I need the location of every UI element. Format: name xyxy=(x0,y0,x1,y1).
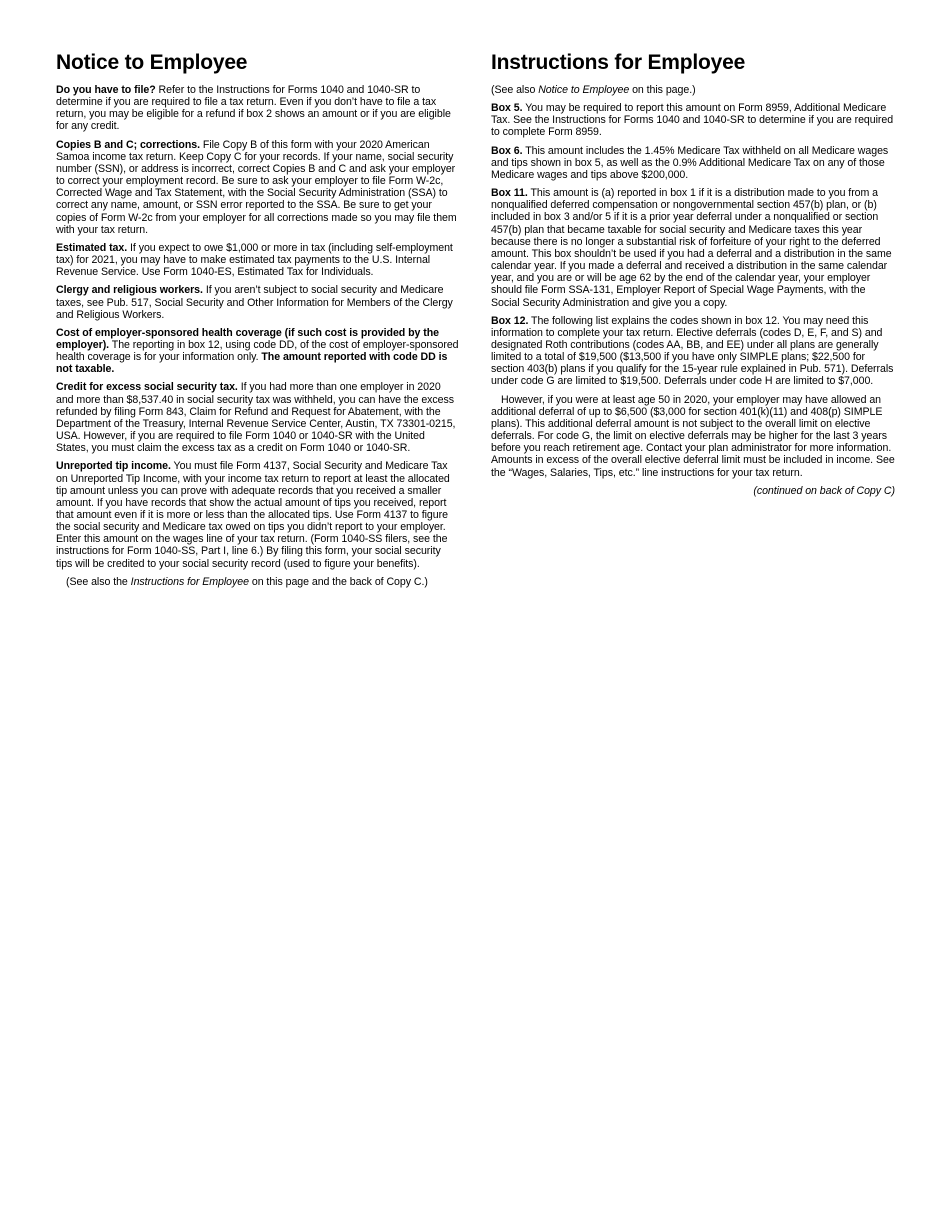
notice-to-employee-column xyxy=(56,50,459,594)
section-box-11 xyxy=(491,187,895,309)
section-text: File Copy B of this form with your 2020 American Samoa income tax return. Keep Copy C for your records. If your name, social security number (SSN), or address is incorrect, correct Copies B and C and ask your employer to correct your employment record. Be sure to ask your employer to file Form W-2c, Corrected Wage and Tax Statement, with the Social Security Administration (SSA) to correct any name, amount, or SSN error reported to the SSA. Be sure to get your copies of Form W-2c from your employer for all corrections made so you may file them with your tax return. xyxy=(56,138,457,236)
section-heading: Credit for excess social security tax. xyxy=(56,381,238,394)
notice-title: Notice to Employee xyxy=(56,51,248,74)
section-heading: Unreported tip income. xyxy=(56,460,171,473)
section-text: If you aren’t subject to social security and Medicare taxes, see Pub. 517, Social Security and Other Information for Members of the Clergy and Religious Workers. xyxy=(56,284,453,321)
section-heading: Cost of employer-sponsored health coverage (if such cost is provided by the employer). xyxy=(56,326,440,351)
section-text: The following list explains the codes shown in box 12. You may need this information to complete your tax return. Elective deferrals (codes D, E, F, and S) and designated Roth contributions (codes AA, BB, and EE) under all plans are generally limited to a total of $19,500 ($13,500 if you have only SIMPLE plans; $22,500 for section 403(b) plans if you qualify for the 15-year rule explained in Pub. 571). Deferrals under code G are limited to $19,500. Deferrals under code H are limited to $7,000. xyxy=(491,314,894,388)
see-also-ref: Instructions for Employee xyxy=(130,575,249,588)
section-text: The reporting in box 12, using code DD, of the cost of employer-sponsored health coverage is for your information only. xyxy=(56,338,459,364)
section-text: If you had more than one employer in 2020 and more than $8,537.40 in social security tax was withheld, you can have the excess refunded by filing Form 843, Claim for Refund and Request for Abatement, with the Department of the Treasury, Internal Revenue Service Center, Austin, TX 73301-0215, USA. However, if you are required to file Form 1040 or 1040-SR with the United States, you must claim the excess tax as a credit on Form 1040 or 1040-SR. xyxy=(56,381,456,455)
section-box-5 xyxy=(491,102,895,138)
section-heading: Box 11. xyxy=(491,187,528,200)
section-text: You may be required to report this amount on Form 8959, Additional Medicare Tax. See the Instructions for Forms 1040 and 1040-SR to determine if you are required to complete Form 8959. xyxy=(491,102,894,139)
see-also-post: on this page and the back of Copy C.) xyxy=(248,575,428,588)
section-heading: Clergy and religious workers. xyxy=(56,284,203,297)
continued-note xyxy=(491,485,895,497)
instructions-title: Instructions for Employee xyxy=(491,51,746,74)
section-however-age-50: However, if you were at least age 50 in 2020, your employer may have allowed an additional deferral of up to $6,500 ($3,000 for section 401(k)(11) and 408(p) SIMPLE plans). This additional deferral amount is not subject to the overall limit on elective deferrals. For code G, the limit on elective deferrals may be higher for the last 3 years before you reach retirement age. Contact your plan administrator for more information. Amounts in excess of the overall elective deferral limit must be included in income. See the “Wages, Salaries, Tips, etc.” line instructions for your tax return. xyxy=(491,393,895,479)
see-also-pre: (See also the xyxy=(66,575,131,588)
section-clergy xyxy=(56,284,459,320)
section-text: Refer to the Instructions for Forms 1040 and 1040-SR to determine if you are required to file a tax return. Even if you don’t have to file a tax return, you may be eligible for a refund if box 2 shows an amount or if you are eligible for any credit. xyxy=(56,84,451,133)
section-heading: Do you have to file? xyxy=(56,84,156,96)
see-also-pre: (See also xyxy=(491,84,539,96)
section-heading: Box 5. xyxy=(491,102,523,115)
section-heading: Box 12. xyxy=(491,314,529,327)
section-box-6 xyxy=(491,145,895,181)
continued-text: (continued on back of Copy C) xyxy=(753,484,895,497)
section-copies-b-and-c xyxy=(56,139,459,236)
instructions-for-employee-column xyxy=(491,50,895,503)
section-box-12 xyxy=(491,315,895,388)
section-bold-note: The amount reported with code DD is not taxable. xyxy=(56,351,448,376)
section-text: If you expect to owe $1,000 or more in tax (including self-employment tax) for 2021, you may have to make estimated tax payments to the U.S. Internal Revenue Service. Use Form 1040-ES, Estimated Tax for Individuals. xyxy=(56,241,453,279)
section-do-you-have-to-file xyxy=(56,84,459,133)
section-text: You must file Form 4137, Social Security and Medicare Tax on Unreported Tip Income, with your income tax return to report at least the allocated tip amount unless you can prove with adequate records that you received a smaller amount. If you have records that show the actual amount of tips you received, report that amount even if it is more or less than the allocated tips. Use Form 4137 to figure the social security and Medicare tax owed on tips you didn’t report to your employer. Enter this amount on the wages line of your tax return. (Form 1040-SS filers, see the instructions for Form 1040-SS, Part I, line 6.) By filing this form, your social security tips will be credited to your social security record (used to figure your benefits). xyxy=(56,460,450,570)
section-text: This amount is (a) reported in box 1 if it is a distribution made to you from a nonqualified deferred compensation or nongovernmental section 457(b) plan, or (b) included in box 3 and/or 5 if it is a prior year deferral under a nonqualified or section 457(b) plan that became taxable for social security and Medicare taxes this year because there is no longer a substantial risk of forfeiture of your right to the deferred amount. This box shouldn’t be used if you had a deferral and a distribution in the same calendar year. If you made a deferral and received a distribution in the same calendar year, and you are or will be age 62 by the end of the calendar year, your employer should file Form SSA-131, Employer Report of Special Wage Payments, with the Social Security Administration and give you a copy. xyxy=(491,187,892,309)
section-estimated-tax xyxy=(56,242,459,278)
instructions-see-also xyxy=(491,84,895,96)
section-heading: Copies B and C; corrections. xyxy=(56,138,200,151)
section-health-coverage xyxy=(56,327,459,376)
section-excess-social-security xyxy=(56,381,459,454)
section-heading: Estimated tax. xyxy=(56,241,128,254)
section-unreported-tip-income xyxy=(56,460,459,569)
section-heading: Box 6. xyxy=(491,144,523,157)
see-also-post: on this page.) xyxy=(629,84,696,96)
notice-see-also xyxy=(56,576,459,588)
see-also-ref: Notice to Employee xyxy=(538,84,630,96)
section-text: This amount includes the 1.45% Medicare Tax withheld on all Medicare wages and tips shown in box 5, as well as the 0.9% Additional Medicare Tax on any of those Medicare wages and tips above $200,000. xyxy=(491,144,889,181)
